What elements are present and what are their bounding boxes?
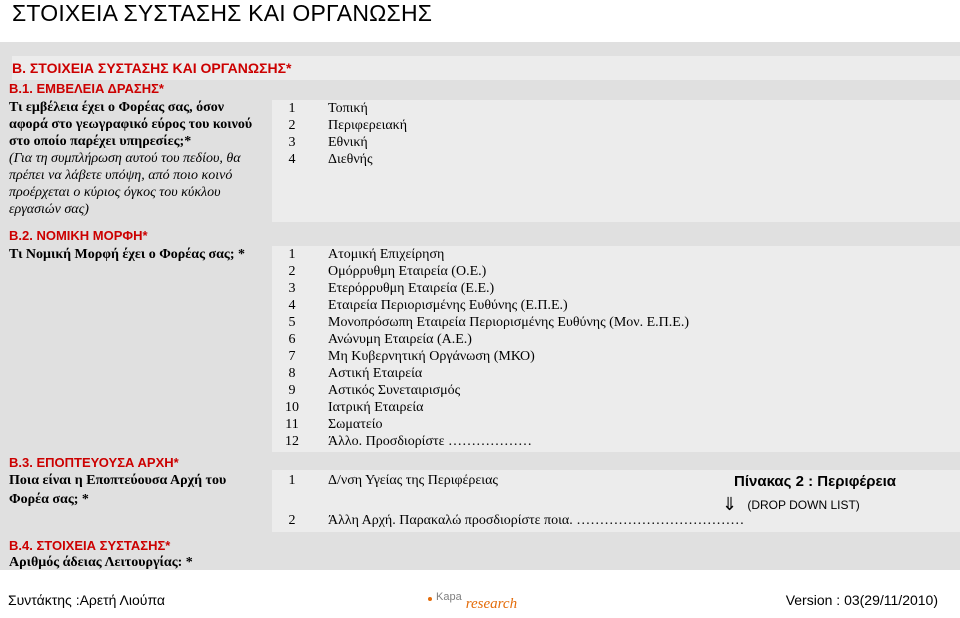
b1-hint [9,150,241,218]
b1-hint-line: πρέπει να λάβετε υπόψη, από ποιο κοινό [9,168,233,183]
kapa-research-logo [428,588,517,614]
option-number: 2 [288,118,296,133]
option-label: Διεθνής [328,152,373,167]
option-number: 9 [288,383,296,398]
table-note: Πίνακας 2 : Περιφέρεια [734,473,896,490]
option-number: 6 [288,332,296,347]
logo-kapa: Kapa [436,591,462,603]
option-label: Εταιρεία Περιορισμένης Ευθύνης (Ε.Π.Ε.) [328,298,568,313]
logo-research: research [465,596,518,612]
option-label: Μη Κυβερνητική Οργάνωση (ΜΚΟ) [328,349,535,364]
option-label: Ιατρική Εταιρεία [328,400,424,415]
option-label: Άλλο. Προσδιορίστε ……………… [328,434,532,449]
dropdown-note[interactable] [722,494,860,515]
option-number: 10 [285,400,299,415]
option-label: Ομόρρυθμη Εταιρεία (Ο.Ε.) [328,264,487,279]
b1-hint-line: (Για τη συμπλήρωση αυτού του πεδίου, θα [9,151,241,166]
option-label: Αστικός Συνεταιρισμός [328,383,461,398]
option-label: Ατομική Επιχείρηση [328,247,445,262]
b4-question: Αριθμός άδειας Λειτουργίας: * [9,555,193,570]
b1-question-line: στο οποίο παρέχει υπηρεσίες;* [9,134,192,149]
option-number: 4 [288,152,296,167]
b2-heading: Β.2. ΝΟΜΙΚΗ ΜΟΡΦΗ* [9,228,148,243]
b3-question [9,472,226,508]
b3-question-line: Ποια είναι η Εποπτεύουσα Αρχή του [9,473,227,488]
option-number: 11 [285,417,299,432]
option-label: Εθνική [328,135,368,150]
option-label: Τοπική [328,101,368,116]
b1-options [272,100,960,222]
option-number: 5 [288,315,296,330]
double-arrow-down-icon: ⇓ [722,494,738,514]
b1-question-line: Τι εμβέλεια έχει ο Φορέας σας, όσον [9,100,224,115]
b1-heading: Β.1. ΕΜΒΕΛΕΙΑ ΔΡΑΣΗΣ* [9,81,164,96]
option-label: Μονοπρόσωπη Εταιρεία Περιορισμένης Ευθύνης (Μον. Ε.Π.Ε.) [328,315,689,330]
logo-dot-icon [428,597,432,601]
option-number: 12 [285,434,299,449]
b3-question-line: Φορέα σας; * [9,492,89,507]
option-label: Άλλη Αρχή. Παρακαλώ προσδιορίστε ποια. ……………………………… [328,513,745,528]
option-label: Σωματείο [328,417,383,432]
option-number: 3 [288,135,296,150]
b1-question-line: αφορά στο γεωγραφικό εύρος του κοινού [9,117,253,132]
option-label: Ετερόρρυθμη Εταιρεία (Ε.Ε.) [328,281,495,296]
option-number: 2 [288,264,296,279]
b1-question [9,99,252,150]
b2-question: Τι Νομική Μορφή έχει ο Φορέας σας; * [9,247,245,262]
option-label: Αστική Εταιρεία [328,366,423,381]
section-b-heading: Β. ΣΤΟΙΧΕΙΑ ΣΥΣΤΑΣΗΣ ΚΑΙ ΟΡΓΑΝΩΣΗΣ* [12,56,960,80]
option-number: 7 [288,349,296,364]
option-number: 3 [288,281,296,296]
option-label: Ανώνυμη Εταιρεία (Α.Ε.) [328,332,472,347]
b4-heading: Β.4. ΣΤΟΙΧΕΙΑ ΣΥΣΤΑΣΗΣ* [9,538,171,553]
option-label: Δ/νση Υγείας της Περιφέρειας [328,473,498,488]
option-number: 4 [288,298,296,313]
b3-heading: Β.3. ΕΠΟΠΤΕΥΟΥΣΑ ΑΡΧΗ* [9,455,179,470]
option-number: 1 [288,101,296,116]
b1-hint-line: προέρχεται ο κύριος όγκος του κύκλου [9,185,221,200]
option-number: 2 [288,513,296,528]
footer-version: Version : 03(29/11/2010) [785,592,938,608]
option-number: 8 [288,366,296,381]
option-number: 1 [288,473,296,488]
b1-hint-line: εργασιών σας) [9,202,89,217]
form-panel [0,42,960,570]
dropdown-note-label: (DROP DOWN LIST) [747,497,860,512]
b2-options [272,246,960,452]
footer-author: Συντάκτης :Αρετή Λιούπα [8,592,166,608]
option-number: 1 [288,247,296,262]
page-title: ΣΤΟΙΧΕΙΑ ΣΥΣΤΑΣΗΣ ΚΑΙ ΟΡΓΑΝΩΣΗΣ [12,0,433,26]
option-label: Περιφερειακή [328,118,408,133]
